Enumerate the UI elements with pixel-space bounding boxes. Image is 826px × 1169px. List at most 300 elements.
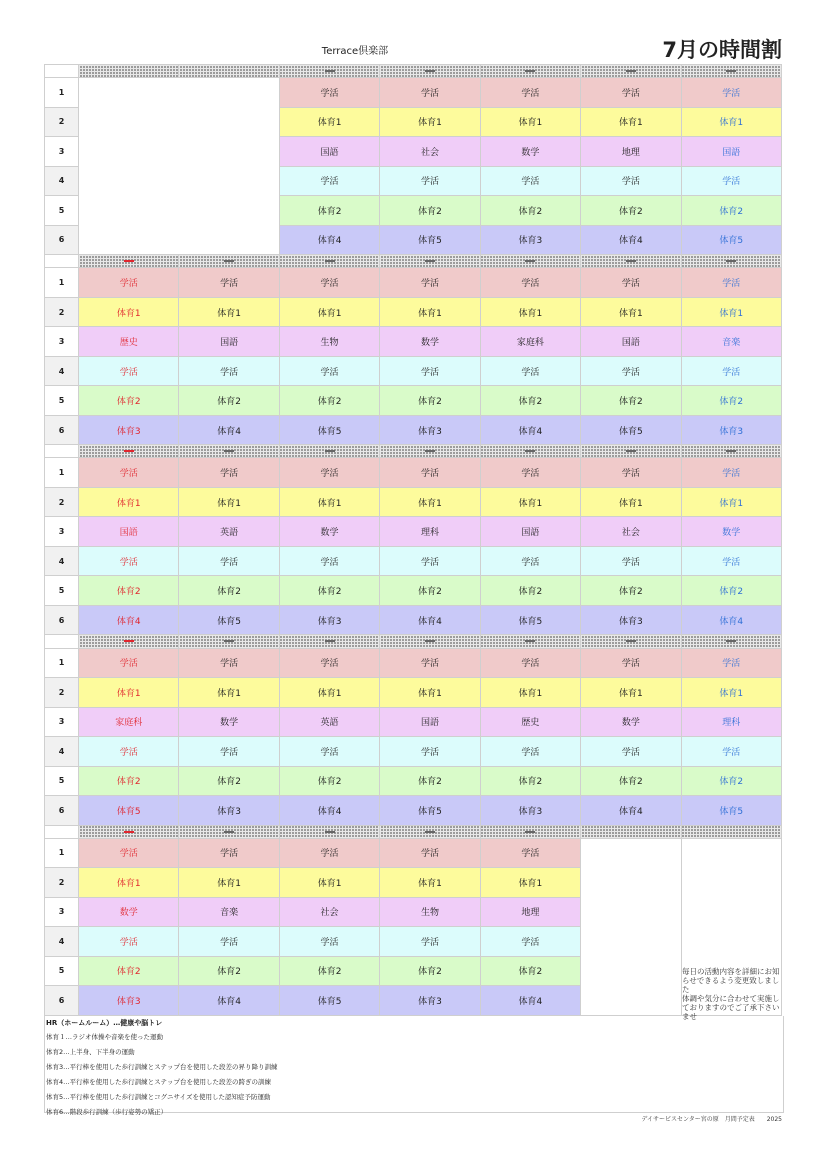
blank-cell [79, 78, 280, 255]
day-header [480, 635, 580, 648]
subject-cell: 家庭科 [480, 327, 580, 356]
subject-cell: 体育5 [480, 605, 580, 634]
subject-cell: 学活 [380, 546, 480, 575]
period-row [45, 707, 782, 736]
subject-cell: 音楽 [179, 897, 279, 926]
legend-item: 体育4…平行棒を使用した歩行訓練とステップ台を使用した段差の跨ぎの訓練 [46, 1078, 272, 1086]
day-header [681, 825, 781, 838]
subject-cell: 数学 [681, 517, 781, 546]
subject-cell: 学活 [681, 458, 781, 487]
subject-cell: 数学 [380, 327, 480, 356]
period-row [45, 415, 782, 444]
day-header [179, 255, 279, 268]
subject-cell: 体育2 [480, 766, 580, 795]
period-number: 2 [45, 297, 79, 326]
subject-cell: 体育2 [79, 576, 179, 605]
subject-cell: 学活 [380, 737, 480, 766]
subject-cell: 体育4 [581, 796, 681, 825]
date-label [325, 831, 335, 833]
period-number: 2 [45, 487, 79, 516]
period-number: 3 [45, 707, 79, 736]
period-row [45, 678, 782, 707]
period-number: 5 [45, 196, 79, 225]
period-row [45, 766, 782, 795]
subject-cell: 社会 [279, 897, 379, 926]
subject-cell: 体育5 [581, 415, 681, 444]
period-row [45, 458, 782, 487]
date-label [726, 70, 736, 72]
subject-cell: 体育3 [79, 415, 179, 444]
subject-cell: 体育1 [279, 868, 379, 897]
subject-cell: 体育2 [380, 956, 480, 985]
day-header [380, 255, 480, 268]
subject-cell: 体育2 [480, 196, 580, 225]
subject-cell: 学活 [380, 927, 480, 956]
subject-cell: 体育1 [179, 487, 279, 516]
subject-cell: 学活 [681, 166, 781, 195]
day-header [480, 65, 580, 78]
period-number: 6 [45, 796, 79, 825]
subject-cell: 学活 [79, 648, 179, 677]
period-number: 4 [45, 356, 79, 385]
subject-cell: 体育5 [681, 225, 781, 254]
period-row [45, 78, 782, 107]
period-number: 3 [45, 137, 79, 166]
period-number: 6 [45, 415, 79, 444]
date-label [325, 450, 335, 452]
day-header [79, 635, 179, 648]
subject-cell: 学活 [179, 356, 279, 385]
subject-cell: 学活 [79, 356, 179, 385]
subject-cell: 体育2 [480, 956, 580, 985]
period-row [45, 838, 782, 867]
subject-cell: 学活 [279, 648, 379, 677]
day-header [581, 255, 681, 268]
day-header [79, 65, 179, 78]
period-number: 5 [45, 766, 79, 795]
subject-cell: 学活 [79, 838, 179, 867]
subject-cell: 体育2 [179, 956, 279, 985]
subject-cell: 体育2 [79, 956, 179, 985]
day-header [380, 65, 480, 78]
timetable [44, 64, 782, 1016]
subject-cell: 体育2 [480, 576, 580, 605]
subject-cell: 学活 [380, 356, 480, 385]
subject-cell: 学活 [279, 737, 379, 766]
subject-cell: 体育4 [480, 415, 580, 444]
period-row [45, 297, 782, 326]
subject-cell: 学活 [581, 78, 681, 107]
footer-text: デイサービスセンター宮の原 月間予定表 2025 [641, 1116, 782, 1123]
period-row [45, 796, 782, 825]
subject-cell: 体育3 [380, 415, 480, 444]
subject-cell: 生物 [279, 327, 379, 356]
subject-cell: 体育3 [279, 605, 379, 634]
day-header [581, 635, 681, 648]
date-label [124, 450, 134, 452]
subject-cell: 体育1 [179, 868, 279, 897]
day-header [380, 825, 480, 838]
subject-cell: 体育4 [279, 796, 379, 825]
subject-cell: 生物 [380, 897, 480, 926]
subject-cell: 理科 [681, 707, 781, 736]
subject-cell: 学活 [480, 458, 580, 487]
period-row [45, 576, 782, 605]
subject-cell: 学活 [79, 927, 179, 956]
week-header-label [45, 635, 79, 648]
subject-cell: 体育2 [681, 386, 781, 415]
subject-cell: 学活 [279, 166, 379, 195]
period-number: 1 [45, 268, 79, 297]
subject-cell: 国語 [581, 327, 681, 356]
subject-cell: 体育1 [279, 107, 379, 136]
week-header-label [45, 65, 79, 78]
date-label [224, 450, 234, 452]
subject-cell: 体育2 [681, 196, 781, 225]
subject-cell: 数学 [79, 897, 179, 926]
subject-cell: 学活 [79, 268, 179, 297]
subject-cell: 数学 [581, 707, 681, 736]
day-header [279, 445, 379, 458]
subject-cell: 地理 [581, 137, 681, 166]
subject-cell: 体育3 [681, 415, 781, 444]
subject-cell: 学活 [79, 546, 179, 575]
date-label [124, 640, 134, 642]
day-header [179, 825, 279, 838]
subject-cell: 体育1 [279, 678, 379, 707]
week-header-row [45, 445, 782, 458]
legend-item: 体育6…階段歩行訓練（歩行姿勢の矯正） [46, 1108, 168, 1116]
period-number: 2 [45, 107, 79, 136]
subject-cell: 学活 [380, 458, 480, 487]
date-label [224, 260, 234, 262]
subject-cell: 体育1 [581, 487, 681, 516]
period-row [45, 327, 782, 356]
subject-cell: 学活 [279, 268, 379, 297]
subject-cell: 音楽 [681, 327, 781, 356]
subject-cell: 社会 [581, 517, 681, 546]
subject-cell: 学活 [480, 838, 580, 867]
page-title: 7月の時間割 [662, 38, 782, 62]
timetable-note: 毎日の活動内容を詳細にお知らせできるよう変更致しました 体調や気分に合わせて実施しておりますのでご了承下さいませ [682, 967, 780, 1021]
subject-cell: 体育2 [279, 956, 379, 985]
subject-cell: 学活 [581, 546, 681, 575]
subject-cell: 体育2 [380, 766, 480, 795]
subject-cell: 体育3 [179, 796, 279, 825]
date-label [726, 640, 736, 642]
subject-cell: 国語 [179, 327, 279, 356]
subject-cell: 学活 [279, 546, 379, 575]
subject-cell: 学活 [79, 737, 179, 766]
date-label [325, 640, 335, 642]
period-number: 5 [45, 956, 79, 985]
subject-cell: 学活 [581, 166, 681, 195]
subject-cell: 体育1 [380, 487, 480, 516]
subject-cell: 体育1 [179, 678, 279, 707]
subject-cell: 学活 [179, 546, 279, 575]
subject-cell: 学活 [480, 356, 580, 385]
subject-cell: 国語 [380, 707, 480, 736]
day-header [480, 825, 580, 838]
subject-cell: 体育1 [681, 107, 781, 136]
subject-cell: 体育4 [681, 605, 781, 634]
period-number: 5 [45, 386, 79, 415]
period-number: 3 [45, 517, 79, 546]
subject-cell: 学活 [581, 268, 681, 297]
date-label [425, 260, 435, 262]
period-row [45, 268, 782, 297]
date-label [726, 450, 736, 452]
subject-cell: 体育1 [380, 678, 480, 707]
week-header-row [45, 825, 782, 838]
period-number: 1 [45, 648, 79, 677]
subject-cell: 体育1 [480, 678, 580, 707]
subject-cell: 学活 [179, 838, 279, 867]
week-header-label [45, 255, 79, 268]
date-label [425, 450, 435, 452]
subject-cell: 国語 [79, 517, 179, 546]
subject-cell: 体育1 [681, 678, 781, 707]
period-row [45, 487, 782, 516]
subject-cell: 学活 [681, 356, 781, 385]
period-number: 2 [45, 868, 79, 897]
subject-cell: 学活 [179, 648, 279, 677]
subject-cell: 体育3 [380, 986, 480, 1016]
period-number: 4 [45, 737, 79, 766]
subject-cell: 体育4 [79, 605, 179, 634]
subject-cell: 数学 [279, 517, 379, 546]
subject-cell: 体育1 [581, 297, 681, 326]
subject-cell: 体育3 [79, 986, 179, 1016]
subject-cell: 学活 [380, 838, 480, 867]
subject-cell: 体育2 [380, 576, 480, 605]
subject-cell: 学活 [681, 78, 781, 107]
subject-cell: 体育2 [79, 766, 179, 795]
subject-cell: 学活 [681, 268, 781, 297]
date-label [525, 640, 535, 642]
subject-cell: 学活 [179, 737, 279, 766]
day-header [179, 65, 279, 78]
subject-cell: 体育1 [380, 297, 480, 326]
date-label [325, 260, 335, 262]
subject-cell: 歴史 [79, 327, 179, 356]
subject-cell: 体育3 [480, 796, 580, 825]
subject-cell: 国語 [279, 137, 379, 166]
date-label [425, 640, 435, 642]
week-header-row [45, 255, 782, 268]
period-number: 4 [45, 166, 79, 195]
date-label [525, 450, 535, 452]
subject-cell: 体育2 [581, 386, 681, 415]
period-number: 5 [45, 576, 79, 605]
subject-cell: 学活 [179, 458, 279, 487]
subject-cell: 学活 [279, 838, 379, 867]
date-label [124, 260, 134, 262]
subject-cell: 体育2 [279, 576, 379, 605]
period-number: 1 [45, 458, 79, 487]
subject-cell: 体育1 [279, 297, 379, 326]
subject-cell: 体育1 [380, 868, 480, 897]
period-row [45, 605, 782, 634]
subject-cell: 体育4 [179, 986, 279, 1016]
date-label [224, 831, 234, 833]
day-header [581, 65, 681, 78]
period-number: 6 [45, 225, 79, 254]
day-header [79, 445, 179, 458]
subject-cell: 体育2 [681, 576, 781, 605]
subject-cell: 体育2 [79, 386, 179, 415]
subject-cell: 体育5 [681, 796, 781, 825]
week-header-label [45, 445, 79, 458]
week-header-row [45, 635, 782, 648]
period-row [45, 517, 782, 546]
day-header [79, 825, 179, 838]
subject-cell: 学活 [380, 648, 480, 677]
subject-cell: 体育5 [79, 796, 179, 825]
date-label [525, 831, 535, 833]
legend-item: 体育3…平行棒を使用した歩行訓練とステップ台を使用した段差の昇り降り訓練 [46, 1063, 278, 1071]
legend-item: 体育１…ラジオ体操や音楽を使った運動 [46, 1033, 163, 1041]
subject-cell: 英語 [179, 517, 279, 546]
subject-cell: 体育2 [681, 766, 781, 795]
subject-cell: 学活 [279, 78, 379, 107]
subject-cell: 体育3 [581, 605, 681, 634]
subject-cell: 学活 [380, 78, 480, 107]
date-label [626, 640, 636, 642]
club-name: Terrace倶楽部 [321, 46, 389, 57]
subject-cell: 英語 [279, 707, 379, 736]
period-row [45, 356, 782, 385]
subject-cell: 体育2 [279, 196, 379, 225]
subject-cell: 体育1 [581, 107, 681, 136]
period-row [45, 648, 782, 677]
subject-cell: 体育4 [480, 986, 580, 1016]
subject-cell: 体育1 [179, 297, 279, 326]
date-label [325, 70, 335, 72]
subject-cell: 体育2 [380, 386, 480, 415]
subject-cell: 学活 [179, 927, 279, 956]
day-header [380, 445, 480, 458]
subject-cell: 学活 [681, 737, 781, 766]
subject-cell: 体育2 [581, 766, 681, 795]
day-header [79, 255, 179, 268]
subject-cell: 体育5 [279, 415, 379, 444]
day-header [279, 825, 379, 838]
day-header [581, 445, 681, 458]
day-header [279, 65, 379, 78]
subject-cell: 体育2 [179, 766, 279, 795]
subject-cell: 学活 [480, 78, 580, 107]
subject-cell: 体育1 [681, 297, 781, 326]
day-header [581, 825, 681, 838]
subject-cell: 社会 [380, 137, 480, 166]
subject-cell: 体育4 [179, 415, 279, 444]
day-header [681, 635, 781, 648]
legend-title: HR（ホームルーム）…健康や脳トレ [46, 1019, 163, 1027]
week-header-row [45, 65, 782, 78]
subject-cell: 学活 [279, 458, 379, 487]
subject-cell: 学活 [681, 546, 781, 575]
subject-cell: 体育2 [581, 576, 681, 605]
period-number: 1 [45, 838, 79, 867]
subject-cell: 体育1 [480, 868, 580, 897]
subject-cell: 数学 [179, 707, 279, 736]
subject-cell: 体育5 [179, 605, 279, 634]
subject-cell: 学活 [581, 458, 681, 487]
day-header [279, 255, 379, 268]
day-header [480, 445, 580, 458]
day-header [681, 445, 781, 458]
day-header [480, 255, 580, 268]
subject-cell: 体育5 [380, 796, 480, 825]
subject-cell: 体育4 [279, 225, 379, 254]
day-header [380, 635, 480, 648]
blank-cell [581, 838, 681, 1015]
subject-cell: 国語 [480, 517, 580, 546]
subject-cell: 学活 [179, 268, 279, 297]
period-number: 6 [45, 605, 79, 634]
subject-cell: 体育2 [279, 386, 379, 415]
subject-cell: 体育1 [581, 678, 681, 707]
subject-cell: 体育1 [79, 487, 179, 516]
date-label [425, 831, 435, 833]
subject-cell: 学活 [79, 458, 179, 487]
subject-cell: 体育1 [79, 297, 179, 326]
subject-cell: 国語 [681, 137, 781, 166]
day-header [279, 635, 379, 648]
subject-cell: 学活 [581, 737, 681, 766]
subject-cell: 体育1 [380, 107, 480, 136]
subject-cell: 体育2 [380, 196, 480, 225]
subject-cell: 学活 [480, 648, 580, 677]
subject-cell: 体育2 [179, 576, 279, 605]
subject-cell: 学活 [480, 268, 580, 297]
date-label [726, 260, 736, 262]
subject-cell: 体育2 [581, 196, 681, 225]
date-label [425, 70, 435, 72]
subject-cell: 体育1 [480, 107, 580, 136]
subject-cell: 体育2 [179, 386, 279, 415]
legend-item: 体育2…上半身、下半身の運動 [46, 1048, 135, 1056]
date-label [626, 260, 636, 262]
subject-cell: 家庭科 [79, 707, 179, 736]
day-header [179, 445, 279, 458]
period-number: 1 [45, 78, 79, 107]
subject-cell: 学活 [380, 268, 480, 297]
date-label [525, 70, 535, 72]
subject-cell: 体育2 [279, 766, 379, 795]
subject-cell: 学活 [581, 648, 681, 677]
period-number: 3 [45, 897, 79, 926]
date-label [124, 831, 134, 833]
subject-cell: 学活 [681, 648, 781, 677]
subject-cell: 体育1 [279, 487, 379, 516]
date-label [224, 640, 234, 642]
period-number: 4 [45, 927, 79, 956]
subject-cell: 体育1 [480, 297, 580, 326]
legend-item: 体育5…平行棒を使用した歩行訓練とコグニサイズを使用した認知症予防運動 [46, 1093, 271, 1101]
subject-cell: 学活 [279, 356, 379, 385]
subject-cell: 体育4 [581, 225, 681, 254]
period-number: 3 [45, 327, 79, 356]
period-row [45, 546, 782, 575]
subject-cell: 数学 [480, 137, 580, 166]
subject-cell: 学活 [480, 166, 580, 195]
subject-cell: 歴史 [480, 707, 580, 736]
subject-cell: 体育1 [79, 868, 179, 897]
week-header-label [45, 825, 79, 838]
day-header [681, 65, 781, 78]
